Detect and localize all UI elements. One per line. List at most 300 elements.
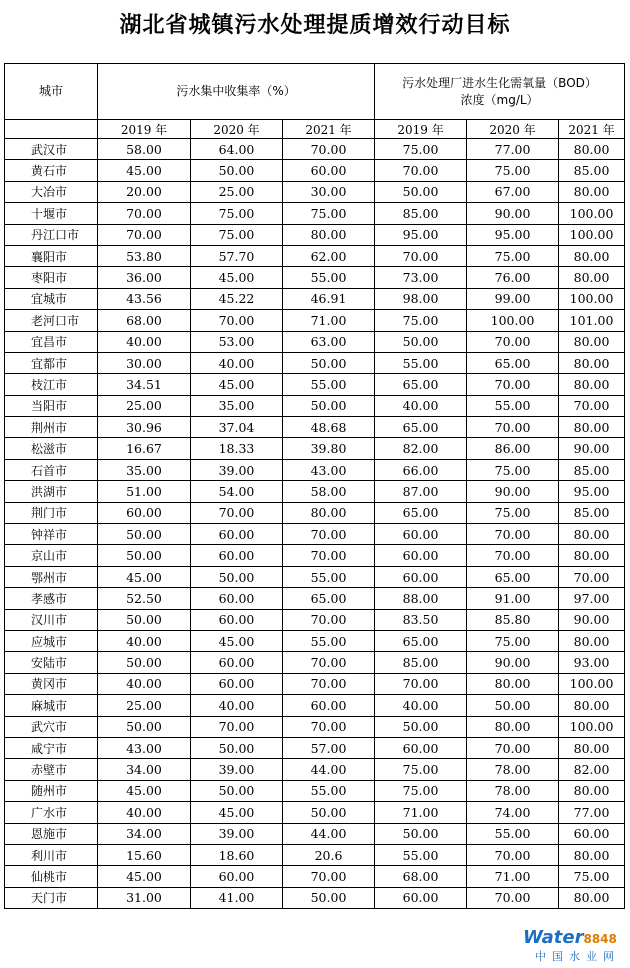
value-cell: 55.00: [283, 780, 375, 801]
value-cell: 55.00: [283, 630, 375, 651]
value-cell: 50.00: [467, 695, 559, 716]
city-cell: 安陆市: [5, 652, 98, 673]
value-cell: 80.00: [559, 331, 625, 352]
value-cell: 75.00: [467, 459, 559, 480]
value-cell: 85.00: [559, 459, 625, 480]
value-cell: 75.00: [283, 203, 375, 224]
value-cell: 87.00: [375, 481, 467, 502]
value-cell: 70.00: [559, 395, 625, 416]
city-cell: 老河口市: [5, 310, 98, 331]
value-cell: 50.00: [375, 331, 467, 352]
value-cell: 16.67: [98, 438, 191, 459]
value-cell: 97.00: [559, 588, 625, 609]
value-cell: 100.00: [559, 716, 625, 737]
header-bod-line2: 浓度（mg/L）: [460, 92, 539, 107]
table-row: [5, 502, 625, 523]
value-cell: 75.00: [375, 310, 467, 331]
value-cell: 50.00: [191, 737, 283, 758]
city-cell: 仙桃市: [5, 866, 98, 887]
watermark-num: 8848: [583, 932, 617, 946]
value-cell: 60.00: [191, 524, 283, 545]
value-cell: 65.00: [375, 417, 467, 438]
value-cell: 70.00: [467, 417, 559, 438]
city-cell: 黄冈市: [5, 673, 98, 694]
value-cell: 43.56: [98, 288, 191, 309]
year-cell: 2020 年: [191, 120, 283, 139]
value-cell: 80.00: [559, 545, 625, 566]
value-cell: 51.00: [98, 481, 191, 502]
table-row: [5, 566, 625, 587]
value-cell: 58.00: [98, 139, 191, 160]
city-cell: 钟祥市: [5, 524, 98, 545]
value-cell: 100.00: [467, 310, 559, 331]
value-cell: 20.00: [98, 181, 191, 202]
city-cell: 汉川市: [5, 609, 98, 630]
value-cell: 44.00: [283, 759, 375, 780]
city-cell: 武穴市: [5, 716, 98, 737]
value-cell: 85.00: [375, 652, 467, 673]
value-cell: 50.00: [98, 545, 191, 566]
table-row: [5, 759, 625, 780]
value-cell: 40.00: [98, 802, 191, 823]
table-row: [5, 139, 625, 160]
value-cell: 35.00: [191, 395, 283, 416]
value-cell: 70.00: [283, 716, 375, 737]
city-cell: 宜昌市: [5, 331, 98, 352]
value-cell: 40.00: [191, 695, 283, 716]
value-cell: 50.00: [98, 524, 191, 545]
value-cell: 71.00: [467, 866, 559, 887]
city-cell: 黄石市: [5, 160, 98, 181]
value-cell: 98.00: [375, 288, 467, 309]
table-row: [5, 866, 625, 887]
value-cell: 80.00: [559, 887, 625, 908]
value-cell: 80.00: [559, 352, 625, 373]
value-cell: 65.00: [375, 502, 467, 523]
value-cell: 60.00: [375, 545, 467, 566]
value-cell: 80.00: [559, 139, 625, 160]
value-cell: 60.00: [559, 823, 625, 844]
value-cell: 83.50: [375, 609, 467, 630]
value-cell: 50.00: [191, 566, 283, 587]
value-cell: 70.00: [98, 224, 191, 245]
value-cell: 75.00: [375, 780, 467, 801]
city-cell: 十堰市: [5, 203, 98, 224]
page-title: 湖北省城镇污水处理提质增效行动目标: [119, 13, 511, 38]
header-bod-line1: 污水处理厂进水生化需氧量（BOD）: [402, 75, 597, 90]
table-row: [5, 588, 625, 609]
value-cell: 25.00: [98, 395, 191, 416]
value-cell: 70.00: [283, 652, 375, 673]
table-row: [5, 844, 625, 865]
value-cell: 55.00: [375, 352, 467, 373]
value-cell: 70.00: [283, 673, 375, 694]
value-cell: 80.00: [559, 737, 625, 758]
table-row: [5, 716, 625, 737]
city-cell: 赤壁市: [5, 759, 98, 780]
value-cell: 78.00: [467, 780, 559, 801]
table-row: [5, 609, 625, 630]
city-cell: 武汉市: [5, 139, 98, 160]
value-cell: 95.00: [375, 224, 467, 245]
value-cell: 60.00: [283, 695, 375, 716]
value-cell: 77.00: [467, 139, 559, 160]
header-collection-rate: 污水集中收集率（%）: [98, 64, 375, 120]
value-cell: 45.00: [98, 566, 191, 587]
value-cell: 71.00: [283, 310, 375, 331]
value-cell: 70.00: [98, 203, 191, 224]
value-cell: 34.00: [98, 759, 191, 780]
value-cell: 30.00: [283, 181, 375, 202]
watermark-logo: [523, 927, 620, 964]
value-cell: 70.00: [283, 524, 375, 545]
city-cell: 应城市: [5, 630, 98, 651]
value-cell: 43.00: [283, 459, 375, 480]
target-table: [4, 63, 625, 909]
value-cell: 90.00: [467, 203, 559, 224]
value-cell: 101.00: [559, 310, 625, 331]
value-cell: 40.00: [98, 630, 191, 651]
value-cell: 77.00: [559, 802, 625, 823]
value-cell: 45.00: [191, 267, 283, 288]
value-cell: 71.00: [375, 802, 467, 823]
value-cell: 39.80: [283, 438, 375, 459]
value-cell: 80.00: [283, 224, 375, 245]
value-cell: 65.00: [467, 566, 559, 587]
value-cell: 55.00: [283, 566, 375, 587]
table-row: [5, 459, 625, 480]
value-cell: 50.00: [375, 181, 467, 202]
value-cell: 45.00: [191, 630, 283, 651]
value-cell: 45.00: [98, 866, 191, 887]
value-cell: 85.80: [467, 609, 559, 630]
value-cell: 50.00: [98, 609, 191, 630]
value-cell: 54.00: [191, 481, 283, 502]
value-cell: 70.00: [467, 887, 559, 908]
value-cell: 31.00: [98, 887, 191, 908]
city-cell: 宜城市: [5, 288, 98, 309]
table-row: [5, 737, 625, 758]
value-cell: 100.00: [559, 224, 625, 245]
value-cell: 68.00: [375, 866, 467, 887]
value-cell: 35.00: [98, 459, 191, 480]
city-cell: 鄂州市: [5, 566, 98, 587]
value-cell: 40.00: [98, 673, 191, 694]
value-cell: 80.00: [559, 267, 625, 288]
city-cell: 麻城市: [5, 695, 98, 716]
value-cell: 58.00: [283, 481, 375, 502]
header-row: [5, 64, 625, 120]
value-cell: 67.00: [467, 181, 559, 202]
value-cell: 53.80: [98, 245, 191, 266]
city-cell: 石首市: [5, 459, 98, 480]
city-cell: 丹江口市: [5, 224, 98, 245]
watermark-sub: 中国水业网: [535, 950, 620, 963]
value-cell: 20.6: [283, 844, 375, 865]
value-cell: 85.00: [375, 203, 467, 224]
year-cell: 2020 年: [467, 120, 559, 139]
city-cell: 恩施市: [5, 823, 98, 844]
value-cell: 80.00: [559, 844, 625, 865]
table-row: [5, 288, 625, 309]
table-row: [5, 695, 625, 716]
city-cell: 大冶市: [5, 181, 98, 202]
value-cell: 75.00: [559, 866, 625, 887]
value-cell: 25.00: [98, 695, 191, 716]
value-cell: 57.70: [191, 245, 283, 266]
value-cell: 80.00: [467, 716, 559, 737]
value-cell: 90.00: [559, 609, 625, 630]
value-cell: 66.00: [375, 459, 467, 480]
value-cell: 93.00: [559, 652, 625, 673]
year-row: [5, 120, 625, 139]
table-row: [5, 630, 625, 651]
value-cell: 100.00: [559, 288, 625, 309]
value-cell: 74.00: [467, 802, 559, 823]
value-cell: 80.00: [559, 417, 625, 438]
value-cell: 60.00: [98, 502, 191, 523]
value-cell: 55.00: [467, 395, 559, 416]
value-cell: 68.00: [98, 310, 191, 331]
value-cell: 80.00: [467, 673, 559, 694]
value-cell: 34.00: [98, 823, 191, 844]
table-row: [5, 374, 625, 395]
value-cell: 44.00: [283, 823, 375, 844]
value-cell: 62.00: [283, 245, 375, 266]
value-cell: 95.00: [559, 481, 625, 502]
value-cell: 39.00: [191, 759, 283, 780]
header-bod: [375, 64, 625, 120]
value-cell: 100.00: [559, 673, 625, 694]
value-cell: 75.00: [191, 224, 283, 245]
value-cell: 60.00: [191, 588, 283, 609]
value-cell: 80.00: [283, 502, 375, 523]
value-cell: 86.00: [467, 438, 559, 459]
value-cell: 70.00: [283, 545, 375, 566]
value-cell: 70.00: [467, 844, 559, 865]
value-cell: 52.50: [98, 588, 191, 609]
value-cell: 57.00: [283, 737, 375, 758]
table-row: [5, 331, 625, 352]
value-cell: 88.00: [375, 588, 467, 609]
value-cell: 85.00: [559, 160, 625, 181]
value-cell: 70.00: [375, 673, 467, 694]
year-cell: 2019 年: [375, 120, 467, 139]
value-cell: 40.00: [98, 331, 191, 352]
value-cell: 39.00: [191, 459, 283, 480]
value-cell: 45.22: [191, 288, 283, 309]
city-cell: 随州市: [5, 780, 98, 801]
city-cell: 天门市: [5, 887, 98, 908]
value-cell: 50.00: [283, 802, 375, 823]
value-cell: 55.00: [375, 844, 467, 865]
value-cell: 70.00: [467, 524, 559, 545]
table-row: [5, 181, 625, 202]
value-cell: 45.00: [191, 374, 283, 395]
table-row: [5, 802, 625, 823]
value-cell: 85.00: [559, 502, 625, 523]
value-cell: 36.00: [98, 267, 191, 288]
header-city: 城市: [5, 64, 98, 120]
value-cell: 91.00: [467, 588, 559, 609]
table-row: [5, 267, 625, 288]
value-cell: 60.00: [191, 866, 283, 887]
value-cell: 70.00: [559, 566, 625, 587]
city-cell: 京山市: [5, 545, 98, 566]
value-cell: 50.00: [283, 395, 375, 416]
value-cell: 99.00: [467, 288, 559, 309]
table-row: [5, 224, 625, 245]
value-cell: 50.00: [98, 716, 191, 737]
value-cell: 82.00: [559, 759, 625, 780]
city-cell: 枝江市: [5, 374, 98, 395]
value-cell: 90.00: [559, 438, 625, 459]
value-cell: 90.00: [467, 652, 559, 673]
value-cell: 75.00: [191, 203, 283, 224]
table-row: [5, 245, 625, 266]
value-cell: 65.00: [375, 374, 467, 395]
value-cell: 75.00: [375, 759, 467, 780]
year-cell: 2021 年: [283, 120, 375, 139]
value-cell: 65.00: [283, 588, 375, 609]
value-cell: 70.00: [375, 245, 467, 266]
value-cell: 70.00: [191, 310, 283, 331]
table-row: [5, 203, 625, 224]
value-cell: 95.00: [467, 224, 559, 245]
value-cell: 37.04: [191, 417, 283, 438]
value-cell: 65.00: [467, 352, 559, 373]
value-cell: 60.00: [191, 652, 283, 673]
value-cell: 90.00: [467, 481, 559, 502]
value-cell: 40.00: [375, 395, 467, 416]
value-cell: 64.00: [191, 139, 283, 160]
table-row: [5, 545, 625, 566]
year-blank: [5, 120, 98, 139]
table-row: [5, 652, 625, 673]
value-cell: 46.91: [283, 288, 375, 309]
value-cell: 15.60: [98, 844, 191, 865]
table-row: [5, 481, 625, 502]
city-cell: 孝感市: [5, 588, 98, 609]
value-cell: 78.00: [467, 759, 559, 780]
value-cell: 45.00: [98, 780, 191, 801]
value-cell: 60.00: [191, 609, 283, 630]
value-cell: 70.00: [283, 609, 375, 630]
value-cell: 70.00: [375, 160, 467, 181]
value-cell: 60.00: [375, 566, 467, 587]
table-row: [5, 438, 625, 459]
value-cell: 43.00: [98, 737, 191, 758]
value-cell: 70.00: [467, 737, 559, 758]
value-cell: 60.00: [191, 545, 283, 566]
value-cell: 41.00: [191, 887, 283, 908]
value-cell: 50.00: [191, 780, 283, 801]
value-cell: 45.00: [191, 802, 283, 823]
value-cell: 30.00: [98, 352, 191, 373]
value-cell: 50.00: [283, 887, 375, 908]
value-cell: 76.00: [467, 267, 559, 288]
value-cell: 70.00: [467, 545, 559, 566]
table-row: [5, 395, 625, 416]
table-row: [5, 352, 625, 373]
value-cell: 30.96: [98, 417, 191, 438]
value-cell: 40.00: [375, 695, 467, 716]
table-row: [5, 160, 625, 181]
city-cell: 荆门市: [5, 502, 98, 523]
value-cell: 70.00: [467, 374, 559, 395]
value-cell: 80.00: [559, 181, 625, 202]
value-cell: 39.00: [191, 823, 283, 844]
value-cell: 55.00: [467, 823, 559, 844]
city-cell: 宜都市: [5, 352, 98, 373]
value-cell: 60.00: [375, 524, 467, 545]
value-cell: 48.68: [283, 417, 375, 438]
watermark-word: Water: [523, 927, 584, 948]
value-cell: 40.00: [191, 352, 283, 373]
city-cell: 松滋市: [5, 438, 98, 459]
value-cell: 50.00: [191, 160, 283, 181]
table-row: [5, 780, 625, 801]
table-row: [5, 887, 625, 908]
value-cell: 60.00: [283, 160, 375, 181]
value-cell: 75.00: [375, 139, 467, 160]
city-cell: 广水市: [5, 802, 98, 823]
city-cell: 荆州市: [5, 417, 98, 438]
city-cell: 利川市: [5, 844, 98, 865]
value-cell: 73.00: [375, 267, 467, 288]
value-cell: 80.00: [559, 780, 625, 801]
value-cell: 18.33: [191, 438, 283, 459]
value-cell: 80.00: [559, 630, 625, 651]
value-cell: 70.00: [283, 866, 375, 887]
table-row: [5, 823, 625, 844]
value-cell: 100.00: [559, 203, 625, 224]
value-cell: 80.00: [559, 374, 625, 395]
value-cell: 55.00: [283, 374, 375, 395]
value-cell: 80.00: [559, 245, 625, 266]
value-cell: 65.00: [375, 630, 467, 651]
year-cell: 2019 年: [98, 120, 191, 139]
value-cell: 82.00: [375, 438, 467, 459]
value-cell: 50.00: [375, 716, 467, 737]
table-row: [5, 524, 625, 545]
value-cell: 53.00: [191, 331, 283, 352]
value-cell: 34.51: [98, 374, 191, 395]
value-cell: 80.00: [559, 695, 625, 716]
value-cell: 75.00: [467, 245, 559, 266]
value-cell: 70.00: [467, 331, 559, 352]
year-cell: 2021 年: [559, 120, 625, 139]
value-cell: 80.00: [559, 524, 625, 545]
value-cell: 75.00: [467, 630, 559, 651]
value-cell: 75.00: [467, 160, 559, 181]
table-body: [5, 139, 625, 909]
value-cell: 50.00: [98, 652, 191, 673]
value-cell: 25.00: [191, 181, 283, 202]
value-cell: 63.00: [283, 331, 375, 352]
city-cell: 枣阳市: [5, 267, 98, 288]
value-cell: 55.00: [283, 267, 375, 288]
city-cell: 当阳市: [5, 395, 98, 416]
value-cell: 50.00: [375, 823, 467, 844]
city-cell: 襄阳市: [5, 245, 98, 266]
table-row: [5, 417, 625, 438]
value-cell: 60.00: [191, 673, 283, 694]
value-cell: 70.00: [283, 139, 375, 160]
value-cell: 60.00: [375, 887, 467, 908]
city-cell: 洪湖市: [5, 481, 98, 502]
value-cell: 45.00: [98, 160, 191, 181]
